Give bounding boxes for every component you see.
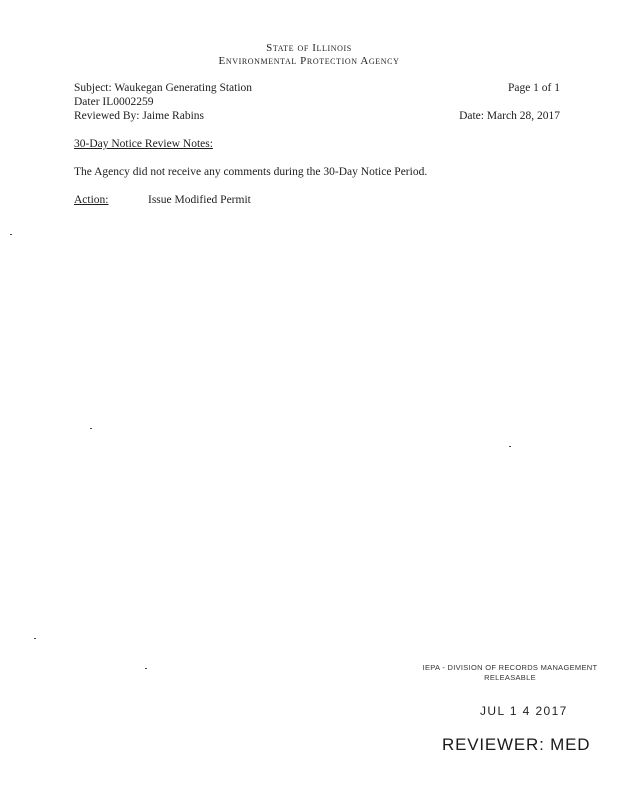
scan-speck (145, 668, 147, 669)
stamp-releasable: RELEASABLE (484, 673, 536, 682)
header-agency: Environmental Protection Agency (218, 55, 400, 67)
header-state: State of Illinois (266, 42, 352, 54)
memo-reviewed-by: Reviewed By: Jaime Rabins (74, 110, 204, 122)
action-label: Action: (74, 194, 109, 206)
memo-page-number: Page 1 of 1 (507, 82, 560, 94)
memo-date: Date: March 28, 2017 (459, 110, 560, 122)
scan-speck (509, 446, 511, 447)
memo-subject: Subject: Waukegan Generating Station (74, 82, 253, 94)
scan-speck (10, 234, 12, 235)
action-value: Issue Modified Permit (148, 194, 251, 206)
notes-heading: 30-Day Notice Review Notes: (74, 138, 213, 150)
scan-speck (90, 428, 92, 429)
scan-speck (34, 638, 36, 639)
stamp-date: JUL 1 4 2017 (480, 704, 568, 718)
stamp-reviewer: REVIEWER: MED (442, 735, 591, 754)
memo-dater: Dater IL0002259 (74, 96, 154, 108)
notes-body: The Agency did not receive any comments during the 30-Day Notice Period. (74, 166, 428, 178)
stamp-division: IEPA - DIVISION OF RECORDS MANAGEMENT (422, 663, 598, 672)
